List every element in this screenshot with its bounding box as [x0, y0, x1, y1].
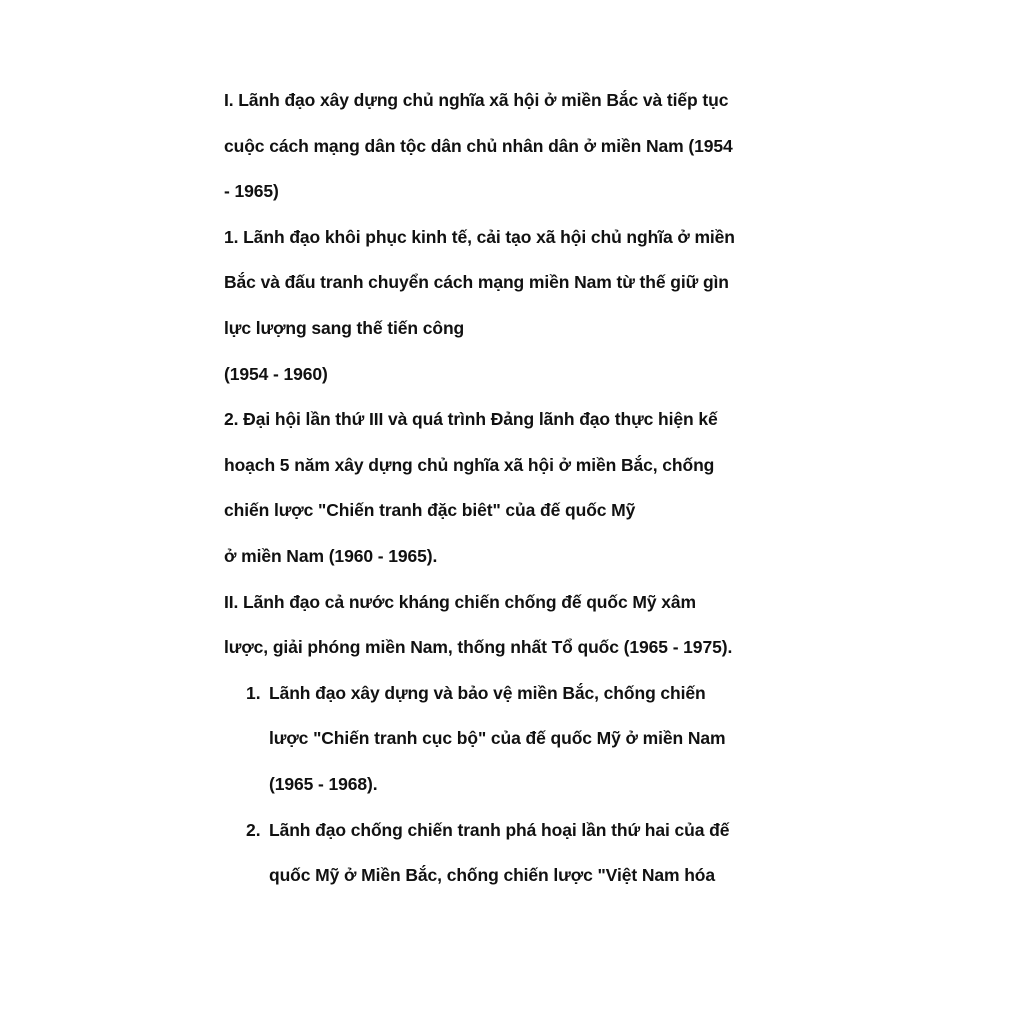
- section-2-heading: [224, 580, 799, 671]
- text-line: (1965 - 1968).: [269, 773, 378, 794]
- section-1-item-1: [224, 215, 799, 397]
- text-line: lược "Chiến tranh cục bộ" của đế quốc Mỹ ở miền Nam: [269, 728, 726, 749]
- text-line: II. Lãnh đạo cả nước kháng chiến chống đế quốc Mỹ xâm: [224, 591, 696, 612]
- text-line: lực lượng sang thế tiến công: [224, 317, 465, 338]
- text-line: I. Lãnh đạo xây dựng chủ nghĩa xã hội ở miền Bắc và tiếp tục: [224, 90, 729, 110]
- text-line: 2. Đại hội lần thứ III và quá trình Đảng lãnh đạo thực hiện kế: [224, 409, 718, 430]
- section-1-heading: [224, 78, 799, 215]
- text-line: (1954 - 1960): [224, 363, 328, 384]
- section-2-list: [224, 671, 799, 899]
- list-marker: 2.: [246, 819, 261, 840]
- section-1-item-2: [224, 397, 799, 579]
- text-line: chiến lược "Chiến tranh đặc biêt" của đế quốc Mỹ: [224, 500, 636, 521]
- list-item: [224, 808, 799, 899]
- text-line: quốc Mỹ ở Miền Bắc, chống chiến lược "Việt Nam hóa: [269, 865, 716, 886]
- text-line: ở miền Nam (1960 - 1965).: [224, 545, 438, 566]
- document-page: [224, 78, 799, 899]
- text-line: Lãnh đạo chống chiến tranh phá hoại lần thứ hai của đế: [269, 819, 730, 840]
- list-marker: 1.: [246, 682, 261, 703]
- text-line: - 1965): [224, 181, 279, 202]
- text-line: hoạch 5 năm xây dựng chủ nghĩa xã hội ở miền Bắc, chống: [224, 454, 715, 475]
- text-line: 1. Lãnh đạo khôi phục kinh tế, cải tạo xã hội chủ nghĩa ở miền: [224, 226, 735, 247]
- text-line: lược, giải phóng miền Nam, thống nhất Tổ quốc (1965 - 1975).: [224, 637, 733, 658]
- text-line: cuộc cách mạng dân tộc dân chủ nhân dân ở miền Nam (1954: [224, 135, 733, 156]
- text-line: Lãnh đạo xây dựng và bảo vệ miền Bắc, chống chiến: [269, 682, 706, 703]
- text-line: Bắc và đấu tranh chuyển cách mạng miền Nam từ thế giữ gìn: [224, 272, 729, 293]
- list-item: [224, 671, 799, 808]
